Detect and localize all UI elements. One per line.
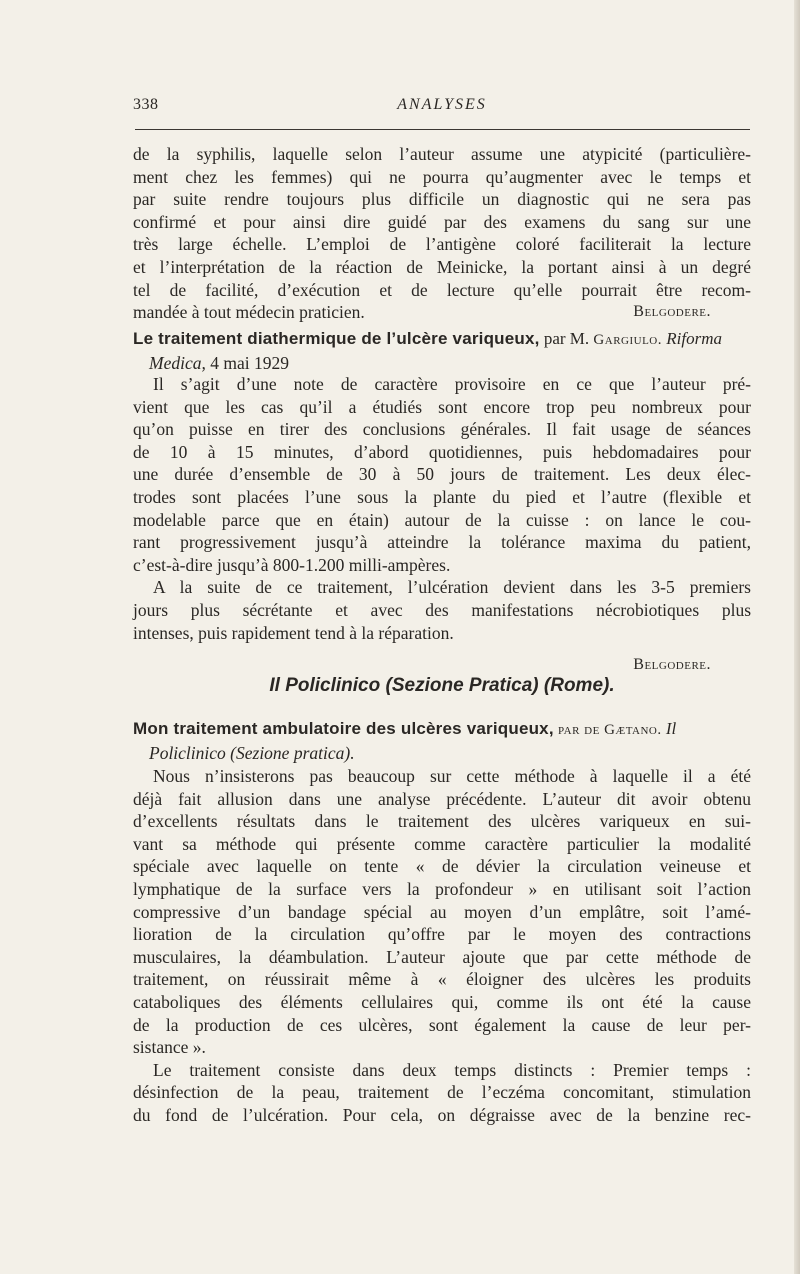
page-number: 338 — [133, 96, 159, 113]
text-line: très large échelle. L’emploi de l’antigène coloré faciliterait la lecture — [133, 234, 751, 255]
article-date: 4 mai 1929 — [210, 352, 289, 373]
article-title-line: Le traitement diathermique de l’ulcère variqueux, par M. Gargiulo. Riforma — [133, 329, 722, 348]
text-line: trodes sont placées l’une sous la plante du pied et l’autre (flexible et — [133, 486, 751, 507]
text-line: ment chez les femmes) qui ne pourra qu’augmenter avec le temps et — [133, 166, 751, 187]
paragraph-continuation — [133, 143, 751, 324]
running-title: ANALYSES — [397, 96, 487, 113]
article-author: Gætano. — [604, 722, 662, 738]
header-rule — [135, 129, 750, 130]
text-line: compressive d’un bandage spécial au moyen d’un emplâtre, soit l’amé- — [133, 901, 751, 922]
text-line: une durée d’ensemble de 30 à 50 jours de traitement. Les deux élec- — [133, 464, 751, 485]
text-line: d’excellents résultats dans le traitement des ulcères variqueux en sui- — [133, 811, 751, 832]
text-line: A la suite de ce traitement, l’ulcération devient dans les 3-5 premiers — [153, 577, 751, 598]
article-1-body — [133, 373, 751, 644]
article-title: Mon traitement ambulatoire des ulcères variqueux, — [133, 719, 554, 738]
text-line: intenses, puis rapidement tend à la réparation. — [133, 622, 454, 643]
running-head — [133, 96, 751, 120]
text-line: Nous n’insisterons pas beaucoup sur cette méthode à laquelle il a été — [153, 766, 751, 786]
article-2-heading — [133, 718, 751, 764]
text-line: vient que les cas qu’il a étudiés sont encore trop peu nombreux pour — [133, 396, 751, 417]
signature-2 — [133, 654, 751, 677]
signature-1 — [133, 301, 751, 324]
article-title-line: Mon traitement ambulatoire des ulcères variqueux, par de Gætano. Il — [133, 719, 677, 738]
text-line: désinfection de la peau, traitement de l’eczéma concomitant, stimulation — [133, 1082, 751, 1103]
text-line: qu’on puisse en tirer des conclusions générales. Il fait usage de séances — [133, 419, 751, 440]
signature: Belgodere. — [633, 656, 711, 673]
text-line: cataboliques des éléments cellulaires qui, comme ils ont été la cause — [133, 991, 751, 1012]
text-line: de 10 à 15 minutes, d’abord quotidiennes, puis hebdomadaires pour — [133, 441, 751, 462]
text-line: vant sa méthode qui présente comme caractère particulier la modalité — [133, 833, 751, 854]
article-source-line: Policlinico (Sezione pratica). — [149, 742, 355, 763]
text-line: de la syphilis, laquelle selon l’auteur assume une atypicité (particulière- — [133, 144, 751, 164]
text-line: du fond de l’ulcération. Pour cela, on dégraisse avec de la benzine rec- — [133, 1104, 751, 1125]
text-line: rant progressivement jusqu’à atteindre la tolérance maxima du patient, — [133, 532, 751, 553]
text-line: lymphatique de la surface vers la profondeur » en utilisant soit l’action — [133, 878, 751, 899]
article-source: Riforma — [666, 329, 722, 348]
text-line: confirmé et pour ainsi dire guidé par des examens du sang sur une — [133, 211, 751, 232]
text-line: modelable parce que en étain) autour de la cuisse : on lance le cou- — [133, 509, 751, 530]
text-line: Il s’agit d’une note de caractère provisoire en ce que l’auteur pré- — [153, 374, 751, 394]
page-edge — [794, 0, 800, 1274]
text-line: musculaires, la déambulation. L’auteur ajoute que par cette méthode de — [133, 946, 751, 967]
article-title: Le traitement diathermique de l’ulcère variqueux, — [133, 329, 540, 348]
text-line: mandée à tout médecin praticien. — [133, 302, 365, 323]
text-line: c’est-à-dire jusqu’à 800-1.200 milli-ampères. — [133, 554, 451, 575]
text-line: de la production de ces ulcères, sont également la cause de leur per- — [133, 1014, 751, 1035]
text-line: traitement, on réussirait même à « éloigner des ulcères les produits — [133, 969, 751, 990]
text-line: Le traitement consiste dans deux temps distincts : Premier temps : — [153, 1059, 751, 1080]
signature: Belgodere. — [633, 303, 711, 320]
text-line: sistance ». — [133, 1037, 206, 1058]
text-line: déjà fait allusion dans une analyse précédente. L’auteur dit avoir obtenu — [133, 788, 751, 809]
text-line: par suite rendre toujours plus difficile un diagnostic qui ne sera pas — [133, 189, 751, 210]
article-source: Il — [665, 719, 677, 738]
article-author: Gargiulo. — [593, 332, 662, 348]
article-source-line: Medica, 4 mai 1929 — [149, 352, 289, 373]
text-line: et l’interprétation de la réaction de Meinicke, la portant ainsi à un degré — [133, 256, 751, 277]
text-line: lioration de la circulation qu’offre par le moyen des contractions — [133, 924, 751, 945]
article-1-heading — [133, 328, 751, 374]
text-line: spéciale avec laquelle on tente « de dévier la circulation veineuse et — [133, 856, 751, 877]
section-heading: Il Policlinico (Sezione Pratica) (Rome). — [269, 675, 615, 696]
text-line: jours plus sécrétante et avec des manifestations nécrobiotiques plus — [133, 599, 751, 620]
article-2-body — [133, 765, 751, 1127]
text-line: tel de facilité, d’exécution et de lecture qu’elle pourrait être recom- — [133, 279, 751, 300]
